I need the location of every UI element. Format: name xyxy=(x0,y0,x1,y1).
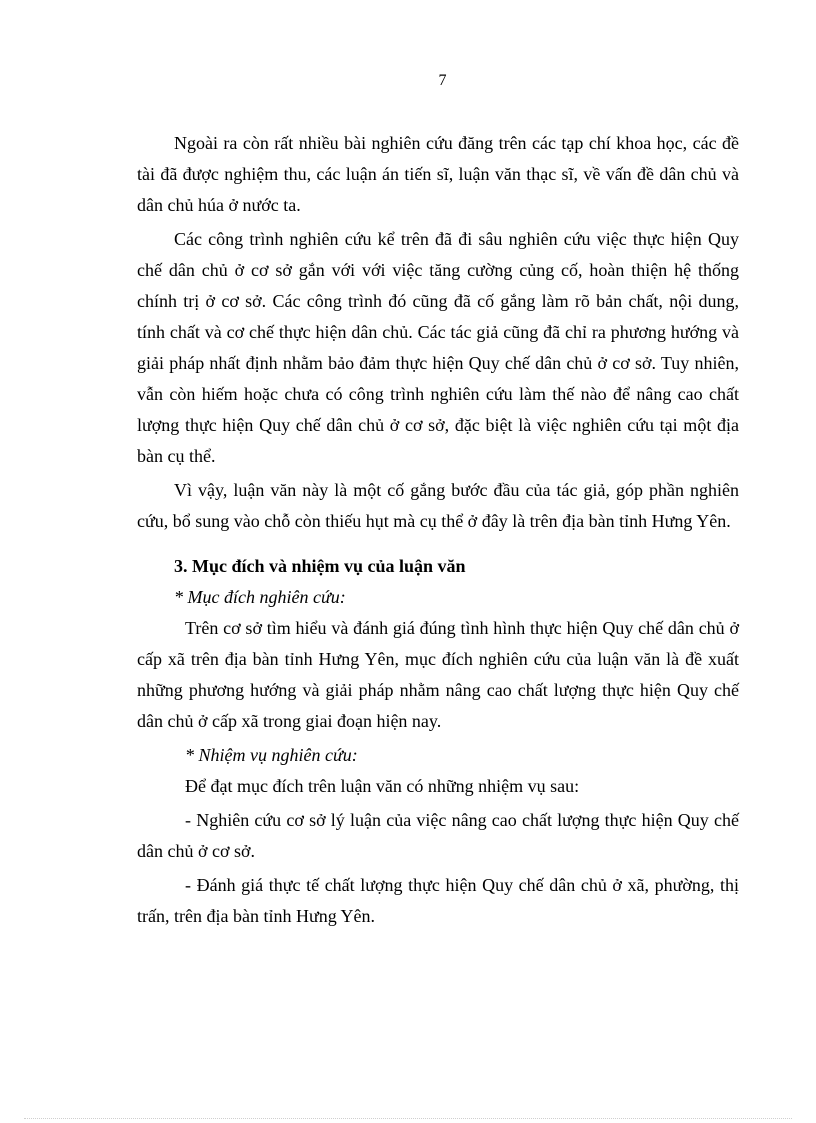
purpose-subheading: * Mục đích nghiên cứu: xyxy=(174,587,346,607)
list-item-task-2: - Đánh giá thực tế chất lượng thực hiện Quy chế dân chủ ở xã, phường, thị trấn, trên địa bàn tỉnh Hưng Yên. xyxy=(137,875,739,926)
paragraph-tasks-intro: Để đạt mục đích trên luận văn có những nhiệm vụ sau: xyxy=(185,776,580,796)
paragraph-purpose: Trên cơ sở tìm hiểu và đánh giá đúng tình hình thực hiện Quy chế dân chủ ở cấp xã trên địa bàn tỉnh Hưng Yên, mục đích nghiên cứu của luận văn là đề xuất những phương hướng và giải pháp nhằm nâng cao chất lượng thực hiện Quy chế dân chủ ở cấp xã trong giai đoạn hiện nay. xyxy=(137,618,739,731)
paragraph-research-summary: Các công trình nghiên cứu kể trên đã đi sâu nghiên cứu việc thực hiện Quy chế dân chủ ở cơ sở gắn với với việc tăng cường củng cố, hoàn thiện hệ thống chính trị ở cơ sở. Các công trình đó cũng đã cố gắng làm rõ bản chất, nội dung, tính chất và cơ chế thực hiện dân chủ. Các tác giả cũng đã chỉ ra phương hướng và giải pháp nhất định nhằm bảo đảm thực hiện Quy chế dân chủ ở cơ sở. Tuy nhiên, vẫn còn hiếm hoặc chưa có công trình nghiên cứu làm thế nào để nâng cao chất lượng thực hiện Quy chế dân chủ ở cơ sở, đặc biệt là việc nghiên cứu tại một địa bàn cụ thể. xyxy=(137,229,739,466)
paragraph-thesis-contribution: Vì vậy, luận văn này là một cố gắng bước đầu của tác giả, góp phần nghiên cứu, bổ sung vào chỗ còn thiếu hụt mà cụ thể ở đây là trên địa bàn tỉnh Hưng Yên. xyxy=(137,480,739,531)
tasks-subheading: * Nhiệm vụ nghiên cứu: xyxy=(185,745,358,765)
list-item-task-1: - Nghiên cứu cơ sở lý luận của việc nâng cao chất lượng thực hiện Quy chế dân chủ ở cơ sở. xyxy=(137,810,739,861)
page-bottom-divider xyxy=(24,1118,792,1119)
page-body xyxy=(137,128,739,935)
section-heading: 3. Mục đích và nhiệm vụ của luận văn xyxy=(174,556,466,576)
page-number: 7 xyxy=(438,72,447,89)
paragraph-other-research: Ngoài ra còn rất nhiều bài nghiên cứu đăng trên các tạp chí khoa học, các đề tài đã được nghiệm thu, các luận án tiến sĩ, luận văn thạc sĩ, về vấn đề dân chủ và dân chủ húa ở nước ta. xyxy=(137,133,739,215)
